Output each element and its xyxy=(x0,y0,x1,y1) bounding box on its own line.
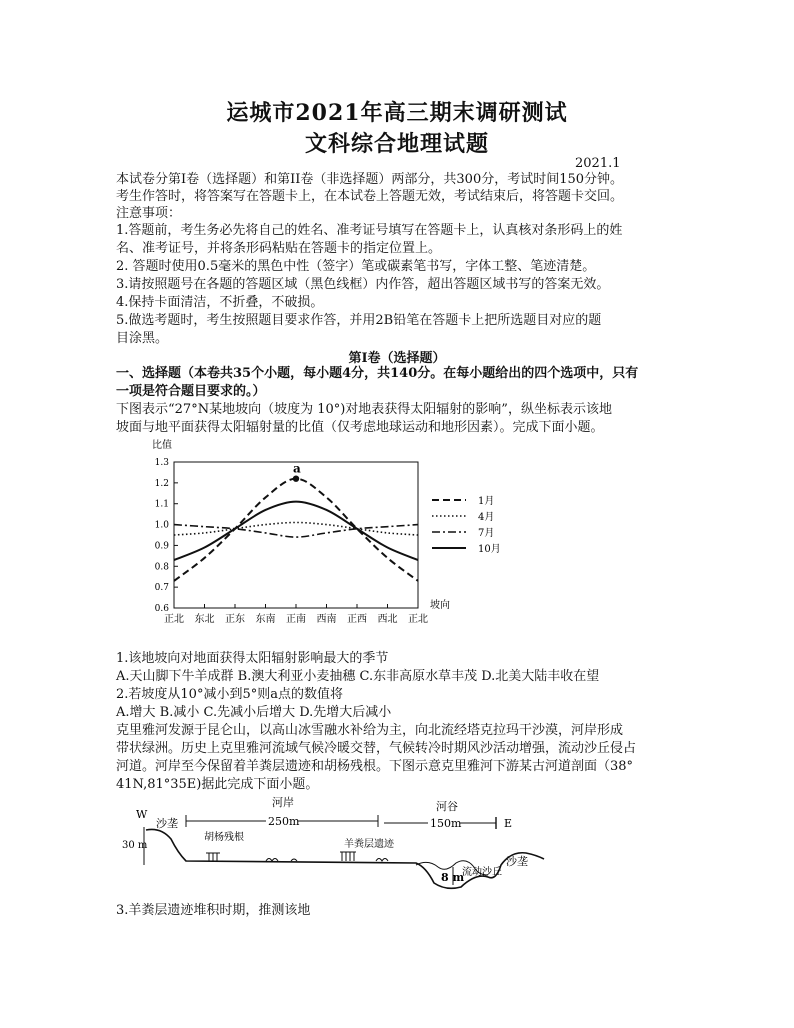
y-tick-label: 0.8 xyxy=(154,562,169,573)
riverbank-label: 河岸 xyxy=(272,796,294,809)
west-label: W xyxy=(136,808,148,821)
instruction-line: 考生作答时，将答案写在答题卡上，在本试卷上答题无效，考试结束后，将答题卡交回。 xyxy=(116,189,624,204)
plot-frame xyxy=(174,462,418,608)
height-label: 30 m xyxy=(122,840,148,851)
instruction-line: 1.答题前，考生务必先将自己的姓名、准考证号填写在答题卡上，认真核对条形码上的姓 xyxy=(116,223,623,238)
legend-label: 10月 xyxy=(478,544,501,555)
legend-label: 7月 xyxy=(478,528,495,539)
point-a-label: a xyxy=(293,461,301,476)
passage-line: 下图表示“27°N某地坡向（坡度为 10°)对地表获得太阳辐射的影响”，纵坐标表示该地 xyxy=(116,402,612,417)
passage-line: 坡面与地平面获得太阳辐射量的比值（仅考虑地球运动和地形因素）。完成下面小题。 xyxy=(116,420,604,435)
y-tick-label: 1.2 xyxy=(154,478,169,489)
legend-label: 4月 xyxy=(478,512,495,523)
sheep-dung-label: 羊粪层遗迹 xyxy=(344,839,394,850)
valley-width: 150m xyxy=(430,817,462,830)
x-tick-label: 正南 xyxy=(286,614,306,625)
question-3: 3.羊粪层遗迹堆积时期，推测该地 xyxy=(116,903,311,918)
passage-line: 带状绿洲。历史上克里雅河流域气候冷暖交替，气候转冷时期风沙活动增强，流动沙丘侵占 xyxy=(116,741,637,756)
y-tick-label: 1.0 xyxy=(154,520,169,531)
riverbank-width: 250m xyxy=(268,815,300,828)
y-tick-label: 1.1 xyxy=(154,499,169,510)
question-1: 1.该地坡向对地面获得太阳辐射影响最大的季节 xyxy=(116,651,389,666)
instruction-line: 注意事项： xyxy=(116,206,182,221)
sand-ridge-right: 沙垄 xyxy=(506,855,528,868)
instruction-line: 5.做选考题时，考生按照题目要求作答，并用2B铅笔在答题卡上把所选题目对应的题 xyxy=(116,313,602,328)
question-2-options: A.增大 B.减小 C.先减小后增大 D.先增大后减小 xyxy=(116,705,392,720)
moving-dune-label: 流动沙丘 xyxy=(462,867,502,878)
y-tick-label: 1.3 xyxy=(154,458,169,468)
x-tick-label: 西南 xyxy=(316,614,337,625)
poplar-roots-label: 胡杨残根 xyxy=(204,832,244,843)
x-tick-label: 正西 xyxy=(347,614,367,625)
x-tick-label: 东南 xyxy=(255,614,276,625)
series-line-1 xyxy=(174,522,418,535)
depth-label: 8 m xyxy=(441,871,465,884)
east-label: E xyxy=(504,817,513,830)
question-1-options: A.天山脚下牛羊成群 B.澳大利亚小麦抽穗 C.东非高原水草丰茂 D.北美大陆丰收在望 xyxy=(116,669,600,684)
instruction-line: 本试卷分第I卷（选择题）和第II卷（非选择题）两部分，共300分，考试时间150分钟。 xyxy=(116,172,624,187)
exam-date: 2021.1 xyxy=(575,156,621,171)
exam-title: 运城市2021年高三期末调研测试 xyxy=(226,100,568,126)
x-tick-label: 正北 xyxy=(408,614,428,625)
section-title: 第I卷（选择题） xyxy=(348,351,446,366)
exam-subtitle: 文科综合地理试题 xyxy=(304,131,489,157)
passage-line: 河道。河岸至今保留着羊粪层遗迹和胡杨残根。下图示意克里雅河下游某古河道剖面（38° xyxy=(116,759,634,774)
x-tick-label: 正北 xyxy=(164,614,184,625)
instruction-line: 目涂黑。 xyxy=(116,331,169,346)
instruction-line: 2. 答题时使用0.5毫米的黑色中性（签字）笔或碳素笔书写，字体工整、笔迹清楚。 xyxy=(116,259,596,274)
series-line-0 xyxy=(174,479,418,581)
section-instruction: 一项是符合题目要求的。） xyxy=(116,384,266,399)
y-axis-label: 比值 xyxy=(152,440,172,451)
y-tick-label: 0.6 xyxy=(154,604,169,614)
series-line-2 xyxy=(174,525,418,538)
y-tick-label: 0.7 xyxy=(154,583,169,594)
river-profile-diagram xyxy=(116,795,546,900)
sheep-dung-icon xyxy=(340,852,356,861)
legend-label: 1月 xyxy=(478,496,495,507)
section-instruction: 一、选择题（本卷共35个小题，每小题4分，共140分。在每小题给出的四个选项中，只有 xyxy=(116,366,639,381)
x-tick-label: 正东 xyxy=(225,614,245,625)
sand-ridge-left: 沙垄 xyxy=(156,817,178,830)
point-a xyxy=(293,475,299,481)
poplar-roots-icon xyxy=(206,853,220,861)
x-axis-label: 坡向 xyxy=(430,600,450,611)
instruction-line: 4.保持卡面清洁，不折叠，不破损。 xyxy=(116,295,324,310)
instruction-line: 3.请按照题号在各题的答题区域（黑色线框）内作答，超出答题区域书写的答案无效。 xyxy=(116,277,610,292)
valley-label: 河谷 xyxy=(436,800,458,813)
x-tick-label: 东北 xyxy=(194,614,215,625)
solar-radiation-chart xyxy=(140,436,510,636)
instruction-line: 名、准考证号，并将条形码粘贴在答题卡的指定位置上。 xyxy=(116,241,442,256)
passage-line: 克里雅河发源于昆仑山，以高山冰雪融水补给为主，向北流经塔克拉玛干沙漠，河岸形成 xyxy=(116,723,624,738)
x-tick-label: 西北 xyxy=(377,614,398,625)
passage-line: 41N,81°35E)据此完成下面小题。 xyxy=(116,777,319,792)
question-2: 2.若坡度从10°减小到5°则a点的数值将 xyxy=(116,687,343,702)
y-tick-label: 0.9 xyxy=(154,541,169,552)
